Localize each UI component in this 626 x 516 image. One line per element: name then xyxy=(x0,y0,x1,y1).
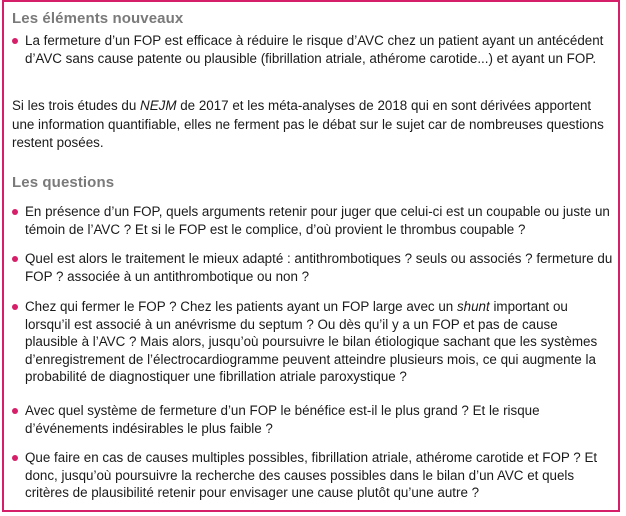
bullet-dot xyxy=(12,455,18,461)
bullet-dot xyxy=(12,256,18,262)
question-3 xyxy=(12,298,613,386)
heading-questions: Les questions xyxy=(12,174,115,191)
heading-new-elements: Les éléments nouveaux xyxy=(12,10,184,27)
q3-text-1: Chez qui fermer le FOP ? Chez les patients ayant un FOP large avec un xyxy=(25,299,457,314)
bullet-text: La fermeture d’un FOP est efficace à réduire le risque d’AVC chez un patient ayant un antécédent d’AVC sans cause patente ou plausible (fibrillation atriale, athérome carotide...) et ayant un FOP. xyxy=(25,33,604,66)
para-italic: NEJM xyxy=(140,98,177,113)
question-text xyxy=(25,298,613,386)
para-text-2: de 2017 et les méta-analyses de 2018 qui en sont dérivées apportent une information quantifiable, elles ne ferment pas le débat sur le sujet car de nombreuses questions restent posées. xyxy=(12,98,604,150)
bullet-dot xyxy=(12,209,18,215)
question-4 xyxy=(12,402,613,437)
question-text: En présence d’un FOP, quels arguments retenir pour juger que celui-ci est un coupable ou juste un témoin de l’AVC ? Et si le FOP est le complice, d’où provient le thrombus coupable ? xyxy=(25,204,610,237)
question-1 xyxy=(12,203,613,238)
q3-italic: shunt xyxy=(456,299,490,314)
q3-text-2: important ou lorsqu’il est associé à un anévrisme du septum ? Ou dès qu’il y a un FOP et pas de cause plausible à l’AVC ? Mais alors, jusqu’où poursuivre le bilan étiologique sachant que les systèmes d’enregistrement de l’électrocardiogramme peuvent atteindre plusieurs mois, ce qui augmente la probabilité de diagnostiquer une fibrillation atriale paroxystique ? xyxy=(25,299,598,384)
paragraph-nejm xyxy=(12,97,612,153)
question-text: Quel est alors le traitement le mieux adapté : antithrombotiques ? seuls ou associés ? fermeture du FOP ? associée à un antithrombotique ou non ? xyxy=(25,251,613,284)
question-2 xyxy=(12,250,613,285)
question-5 xyxy=(12,449,613,502)
question-text: Que faire en cas de causes multiples possibles, fibrillation atriale, athérome carotide et FOP ? Et donc, jusqu’où poursuivre la recherche des causes possibles dans le bilan d’un AVC et quels critères de plausibilité retenir pour envisager une cause plutôt qu’une autre ? xyxy=(25,450,598,500)
question-text: Avec quel système de fermeture d’un FOP le bénéfice est-il le plus grand ? Et le risque d’événements indésirables le plus faible ? xyxy=(25,403,540,436)
bullet-closure-efficacy xyxy=(12,32,613,67)
para-text-1: Si les trois études du xyxy=(12,98,141,113)
info-box xyxy=(2,0,620,512)
bullet-dot xyxy=(12,408,18,414)
bullet-dot xyxy=(12,304,18,310)
bullet-dot xyxy=(12,38,18,44)
